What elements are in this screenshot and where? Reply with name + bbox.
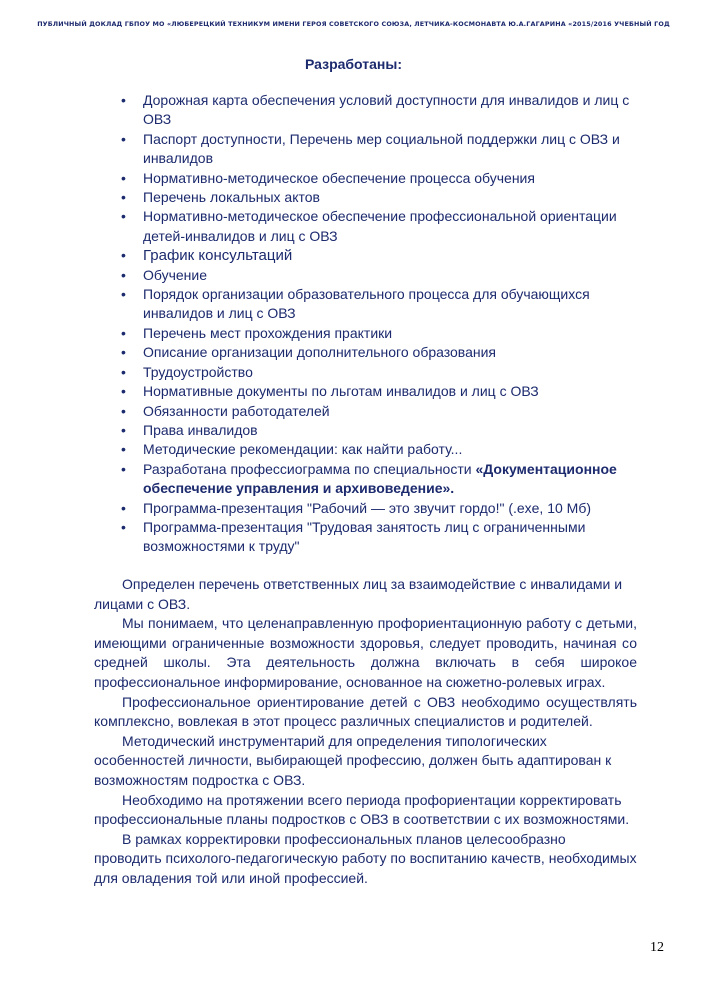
specialty-name: «Документационное обеспечение управления и архивоведение».	[143, 460, 617, 497]
list-item	[121, 382, 641, 401]
bullet-icon: •	[121, 518, 126, 535]
list-item	[121, 343, 641, 362]
list-item-text: Нормативно-методическое обеспечение профессиональной ориентации детей-инвалидов и лиц с ОВЗ	[143, 208, 617, 244]
paragraph: В рамках корректировки профессиональных планов целесообразно проводить психолого-педагогическую работу по воспитанию качеств, необходимых для овладения той или иной профессией.	[94, 830, 637, 886]
bullet-icon: •	[121, 402, 126, 419]
bullet-icon: •	[121, 266, 126, 283]
bullet-icon: •	[121, 189, 126, 206]
bullet-icon: •	[121, 460, 126, 477]
bullet-icon: •	[121, 92, 126, 108]
list-item	[121, 91, 641, 130]
list-item	[121, 363, 641, 382]
bullet-icon: •	[121, 324, 126, 341]
list-item-text: Нормативно-методическое обеспечение процесса обучения	[143, 169, 535, 186]
list-item-text: Нормативные документы по льготам инвалидов и лиц с ОВЗ	[143, 383, 539, 400]
list-item	[121, 460, 641, 499]
list-item	[121, 188, 641, 207]
bullet-icon: •	[121, 383, 126, 400]
list-item	[121, 266, 641, 285]
list-item-text: Методические рекомендации: как найти работу...	[143, 441, 463, 458]
bullet-icon: •	[121, 169, 126, 186]
list-item	[121, 324, 641, 343]
list-item	[121, 207, 641, 246]
list-item-text: Обучение	[143, 266, 208, 283]
page-number: 12	[650, 940, 664, 955]
bullet-icon: •	[121, 286, 126, 303]
bullet-icon: •	[121, 247, 126, 264]
body-text	[94, 575, 637, 889]
list-item	[121, 285, 641, 324]
list-item-text: Перечень локальных актов	[143, 189, 320, 206]
list-item	[121, 518, 641, 557]
bullet-icon: •	[121, 208, 126, 225]
bullet-icon: •	[121, 344, 126, 361]
list-item-text: Паспорт доступности, Перечень мер социальной поддержки лиц с ОВЗ и инвалидов	[143, 130, 620, 167]
list-item	[121, 130, 641, 169]
list-item-text: Порядок организации образовательного процесса для обучающихся инвалидов и лиц с ОВЗ	[143, 286, 590, 322]
list-item-text: Перечень мест прохождения практики	[143, 324, 393, 341]
paragraph: Методический инструментарий для определения типологических особенностей личности, выбирающей профессию, должен быть адаптирован к возможностям подростка с ОВЗ.	[94, 732, 612, 788]
paragraph: Необходимо на протяжении всего периода профориентации корректировать профессиональные планы подростков с ОВЗ в соответствии с их возможностями.	[94, 791, 630, 828]
list-item-text: Дорожная карта обеспечения условий доступности для инвалидов и лиц с ОВЗ	[143, 92, 630, 128]
bullet-icon: •	[121, 363, 126, 380]
list-item-text: Права инвалидов	[143, 421, 258, 438]
list-item-text: Описание организации дополнительного образования	[143, 344, 497, 361]
bullet-icon: •	[121, 421, 126, 438]
list-item	[121, 246, 641, 265]
section-title: Разработаны:	[305, 56, 402, 72]
list-item-text: Разработана профессиограмма по специальности	[143, 460, 476, 477]
page-header: ПУБЛИЧНЫЙ ДОКЛАД ГБПОУ МО «ЛЮБЕРЕЦКИЙ ТЕХНИКУМ ИМЕНИ ГЕРОЯ СОВЕТСКОГО СОЮЗА, ЛЕТЧИКА-КОСМОНАВТА Ю.А.ГАГАРИНА «2015/2016 УЧЕБНЫЙ ГОД	[37, 20, 670, 28]
bullet-icon: •	[121, 130, 126, 147]
paragraph: Определен перечень ответственных лиц за взаимодействие с инвалидами и лицами с ОВЗ.	[94, 576, 623, 612]
list-item	[121, 499, 641, 518]
bullet-icon: •	[121, 499, 126, 516]
list-item	[121, 402, 641, 421]
list-item	[121, 421, 641, 440]
list-item	[121, 440, 641, 459]
bullet-icon: •	[121, 441, 126, 458]
list-item-text: График консультаций	[143, 247, 293, 265]
list-item-text: Программа-презентация "Рабочий — это звучит гордо!" (.exe, 10 Мб)	[143, 499, 592, 516]
list-item-text: Трудоустройство	[143, 363, 253, 380]
list-item	[121, 169, 641, 188]
paragraph: Мы понимаем, что целенаправленную профориентационную работу с детьми, имеющими ограниченные возможности здоровья, следует проводить, начиная со средней школы. Эта деятельность должна включать в себя широкое профессиональное информирование, основанное на сюжетно-ролевых играх.	[94, 615, 637, 690]
list-item-text: Программа-презентация "Трудовая занятость лиц с ограниченными возможностями к труду"	[143, 518, 586, 555]
developed-documents-list	[121, 91, 641, 557]
list-item-text: Обязанности работодателей	[143, 402, 330, 419]
paragraph: Профессиональное ориентирование детей с ОВЗ необходимо осуществлять комплексно, вовлекая в этот процесс различных специалистов и родителей.	[94, 693, 637, 730]
